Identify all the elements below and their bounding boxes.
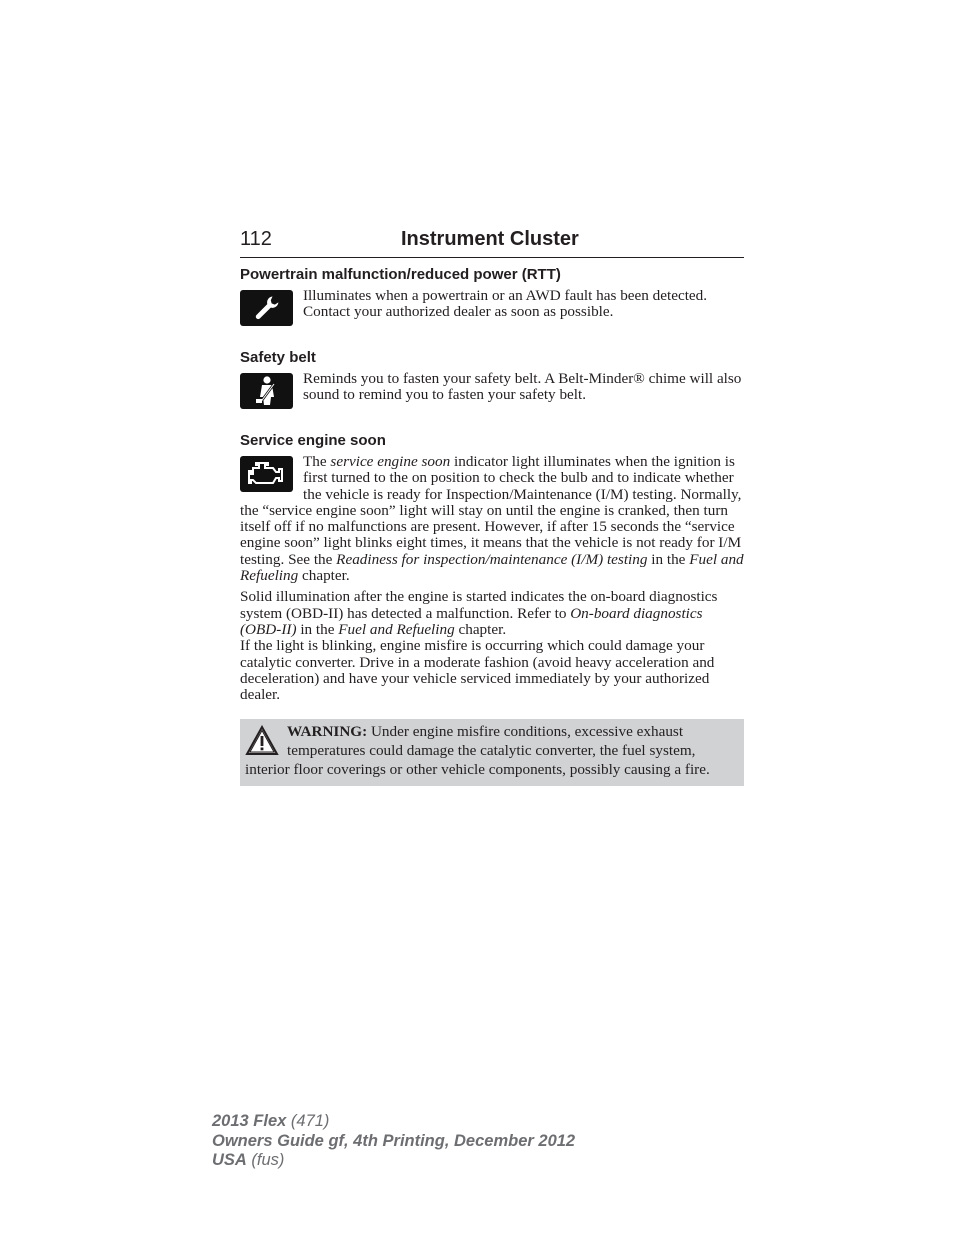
section-heading: Service engine soon	[240, 432, 386, 449]
section-safety-belt	[240, 349, 744, 411]
section-heading: Safety belt	[240, 349, 316, 366]
section-text: Reminds you to fasten your safety belt. A Belt-Minder® chime will also sound to remind you to fasten your safety belt.	[303, 371, 742, 404]
warning-box	[240, 719, 744, 785]
seatbelt-icon	[240, 373, 293, 409]
warning-label: WARNING:	[287, 723, 368, 741]
section-powertrain	[240, 266, 744, 328]
wrench-icon	[240, 290, 293, 326]
section-service-engine	[240, 432, 744, 703]
manual-page	[240, 228, 744, 786]
page-footer: 2013 Flex (471) Owners Guide gf, 4th Printing, December 2012 USA (fus)	[212, 1112, 576, 1169]
page-header	[240, 228, 744, 258]
chapter-title: Instrument Cluster	[401, 228, 579, 250]
section-text: Illuminates when a powertrain or an AWD fault has been detected. Contact your authorized dealer as soon as possible.	[303, 288, 708, 321]
section-heading: Powertrain malfunction/reduced power (RTT)	[240, 266, 561, 283]
page-number: 112	[240, 228, 272, 250]
section-text-2: Solid illumination after the engine is started indicates the on-board diagnostics system (OBD-II) has detected a malfunction. Refer to On-board diagnostics (OBD-II) in the Fuel and Refueling chapter. If the light is blinking, engine misfire is occurring which could damage your catalytic converter. Drive in a moderate fashion (avoid heavy acceleration and deceleration) and have your vehicle serviced immediately by your authorized dealer.	[240, 588, 718, 704]
engine-icon	[240, 456, 293, 492]
section-text: The service engine soon indicator light illuminates when the ignition is first turned to the on position to check the bulb and to indicate whether the vehicle is ready for Inspection/Maintenance (I/M) testing. Normally, the “service engine soon” light will stay on until the engine is cranked, then turn itself off if no malfunctions are present. However, if after 15 seconds the “service engine soon” light blinks eight times, it means that the vehicle is not ready for I/M testing. See the Readiness for inspection/maintenance (I/M) testing in the Fuel and Refueling chapter.	[240, 454, 744, 585]
warning-text: Under engine misfire conditions, excessive exhaust temperatures could damage the catalytic converter, the fuel system, interior floor coverings or other vehicle components, possibly causing a fire.	[245, 723, 710, 778]
warning-triangle-icon	[245, 725, 279, 757]
